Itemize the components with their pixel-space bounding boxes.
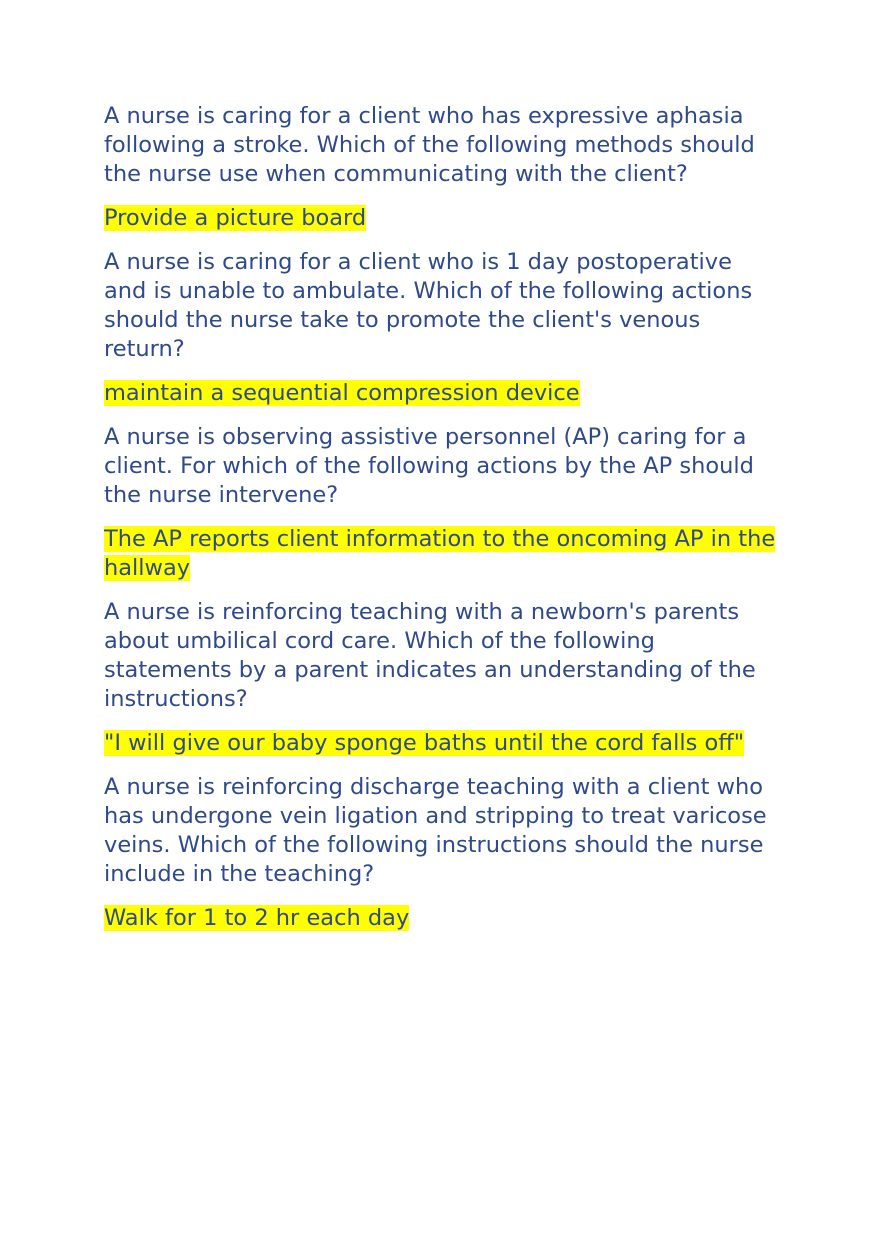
answer-text [104,904,776,933]
question-text: A nurse is observing assistive personnel (AP) caring for a client. For which of the following actions by the AP should the nurse intervene? [104,424,754,508]
qa-item-3 [104,423,776,583]
qa-item-5 [104,773,776,933]
qa-item-2 [104,248,776,408]
answer-highlight: The AP reports client information to the oncoming AP in the hallway [104,526,776,581]
qa-item-4 [104,598,776,758]
answer-text [104,204,776,233]
question-text: A nurse is caring for a client who has expressive aphasia following a stroke. Which of the following methods should the nurse use when communicating with the client? [104,103,755,187]
answer-text [104,525,776,583]
question-text: A nurse is caring for a client who is 1 day postoperative and is unable to ambulate. Which of the following actions should the nurse take to promote the client's venous return? [104,249,753,362]
answer-highlight: maintain a sequential compression device [104,380,580,406]
answer-highlight: Provide a picture board [104,205,367,231]
question-text: A nurse is reinforcing teaching with a newborn's parents about umbilical cord care. Which of the following statements by a parent indicates an understanding of the instructions? [104,599,756,712]
document-body [104,102,776,948]
answer-highlight: "I will give our baby sponge baths until the cord falls off" [104,730,745,756]
qa-item-1 [104,102,776,233]
question-text: A nurse is reinforcing discharge teaching with a client who has undergone vein ligation and stripping to treat varicose veins. Which of the following instructions should the nurse include in the teaching? [104,774,767,887]
answer-text [104,729,776,758]
answer-text [104,379,776,408]
answer-highlight: Walk for 1 to 2 hr each day [104,905,410,931]
